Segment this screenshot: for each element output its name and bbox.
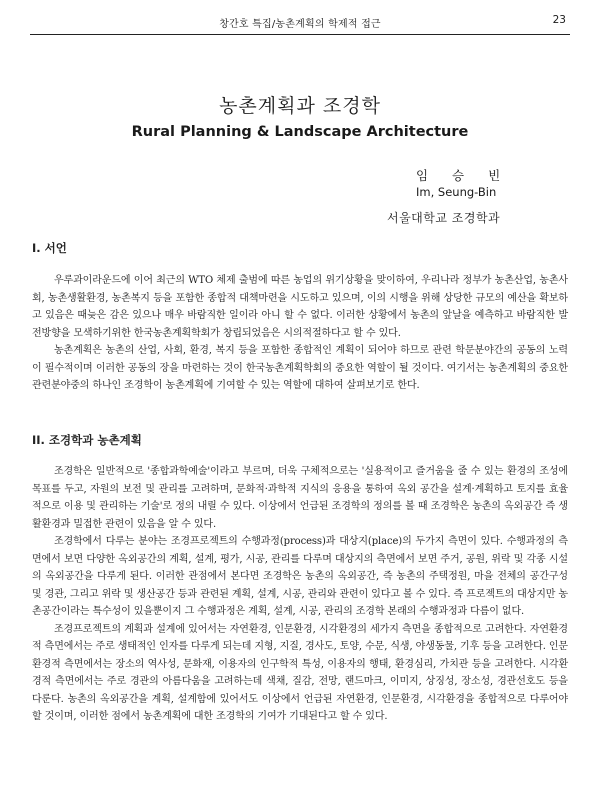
body-paragraph: 조경프로젝트의 계획과 설계에 있어서는 자연환경, 인문환경, 시각환경의 세가지 측면을 종합적으로 고려한다. 자연환경적 측면에서는 주로 생태적인 인자를 다루게 되는데 지형, 지질, 경사도, 토양, 수문, 식생, 야생동물, 기후 등을 고려한다. 인문환경적 측면에서는 장소의 역사성, 문화재, 이용자의 인구학적 특성, 이용자의 행태, 환경심리, 가치관 등을 고려한다. 시각환경적 측면에서는 주로 경관의 아름다움을 고려하는데 색채, 질감, 전망, 랜드마크, 이미지, 상징성, 장소성, 경관선호도 등을 다룬다. 농촌의 옥외공간을 계획, 설계함에 있어서도 이상에서 언급된 자연환경, 인문환경, 시각환경을 종합적으로 다루어야 할 것이며, 이러한 점에서 농촌계획에 대한 조경학의 기여가 기대된다고 할 수 있다. [32,623,568,722]
author-name-english: Im, Seung-Bin [416,185,497,199]
author-affiliation: 서울대학교 조경학과 [387,211,501,225]
section-landscape-and-rural-planning [32,432,568,726]
running-header [0,0,600,37]
section-heading: II. 조경학과 농촌계획 [32,433,142,447]
body-paragraph: 조경학은 일반적으로 '종합과학예술'이라고 부르며, 더욱 구체적으로는 '실용적이고 즐거움을 줄 수 있는 환경의 조성에 목표를 두고, 자원의 보전 및 관리를 고려하며, 문화적·과학적 지식의 응용을 통하여 옥외 공간을 설계·계획하고 토지를 효율적으로 이용 및 관리하는 기술'로 정의 내릴 수 있다. 이상에서 언급된 조경학의 정의를 볼 때 조경학은 농촌의 옥외공간 즉 생활환경과 밀접한 관련이 있음을 알 수 있다. [32,466,568,530]
journal-title: 창간호 특집/농촌계획의 학제적 접근 [219,19,381,30]
article-title-korean: 농촌계획과 조경학 [219,95,381,117]
article-title-english: Rural Planning & Landscape Architecture [131,124,469,140]
body-paragraph: 조경학에서 다루는 분야는 조경프로젝트의 수행과정(process)과 대상지(place)의 두가지 측면이 있다. 수행과정의 측면에서 보면 다양한 옥외공간의 계획, 설계, 평가, 시공, 관리를 다루며 대상지의 측면에서 보면 주거, 공원, 위락 및 각종 시설의 옥외공간을 다루게 된다. 이러한 관점에서 본다면 조경학은 농촌의 옥외공간, 즉 농촌의 주택정원, 마을 전체의 공간구성 및 경관, 그리고 위락 및 생산공간 등과 관련된 계획, 설계, 시공, 관리와 관련이 있다고 볼 수 있다. 즉 프로젝트의 대상지만 농촌공간이라는 특수성이 있을뿐이지 그 수행과정은 계획, 설계, 시공, 관리의 조경학 본래의 수행과정과 다름이 없다. [32,536,568,617]
section-introduction [32,240,568,395]
author-name-korean: 임 승 빈 [416,168,511,183]
body-paragraph: 농촌계획은 농촌의 산업, 사회, 환경, 복지 등을 포함한 종합적인 계획이 되어야 하므로 관련 학문분야간의 공동의 노력이 필수적이며 이러한 공동의 장을 마련하는 것이 한국농촌계획학회의 중요한 역할이 될 것이다. 여기서는 농촌계획의 중요한 관련분야중의 하나인 조경학이 농촌계획에 기여할 수 있는 역할에 대하여 살펴보기로 한다. [32,345,568,391]
section-heading: I. 서언 [32,241,67,255]
header-rule [30,34,570,35]
body-paragraph: 우루과이라운드에 이어 최근의 WTO 체제 출범에 따른 농업의 위기상황을 맞이하여, 우리나라 정부가 농촌산업, 농촌사회, 농촌생활환경, 농촌복지 등을 포함한 종합적 대책마련을 시도하고 있으며, 이의 시행을 위해 상당한 규모의 예산을 확보하고 있음은 때늦은 감은 있으나 매우 바람직한 일이라 아니 할 수 없다. 이러한 상황에서 농촌의 앞날을 예측하고 바람직한 발전방향을 모색하기위한 한국농촌계획학회가 창립되었음은 시의적절하다고 할 수 있다. [32,275,568,339]
page-number: 23 [552,14,566,26]
